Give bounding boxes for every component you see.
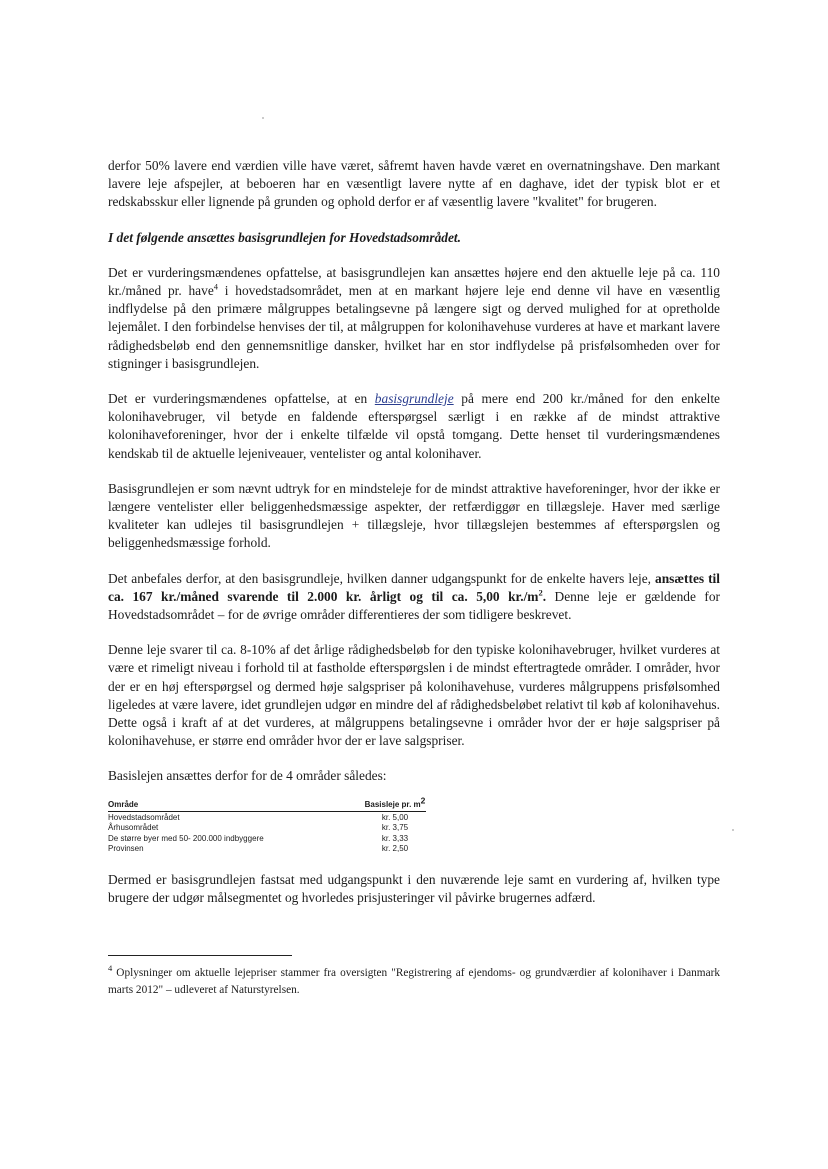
underlined-term: basisgrundleje: [374, 391, 454, 407]
paragraph-text: Det er vurderingsmændenes opfattelse, at en: [108, 391, 375, 407]
paragraph-text: på mere end 200 kr./måned for den enkelte kolonihavebruger, vil betyde en faldende efterspørgsel særligt i en række af de mindst attraktive kolonihaveforeninger, hvor der i enkelte tilfælde vil opstå tomgang. Dette henset til vurderingsmændenes kendskab til de aktuelle lejeniveauer, ventelister og antal kolonihaver.: [108, 391, 720, 461]
scan-speck: [262, 117, 264, 119]
footnote: [108, 965, 720, 999]
header-text: Basisleje pr. m: [364, 799, 421, 809]
table-cell-value: kr. 2,50: [381, 843, 409, 853]
footnote-divider: [108, 955, 292, 956]
column-header-area: Område: [108, 799, 139, 809]
rent-table: [108, 795, 426, 854]
paragraph-recommendation: [108, 570, 720, 625]
document-body: [108, 157, 720, 908]
footnote-number: 4: [108, 963, 113, 974]
bold-text: ansættes til ca. 167 kr./måned svarende til 2.000 kr. årligt og til ca. 5,00 kr./m: [108, 570, 720, 604]
paragraph-text: Det anbefales derfor, at den basisgrundleje, hvilken danner udgangspunkt for de enkelte havers leje,: [108, 570, 656, 586]
table-row: [108, 834, 426, 844]
paragraph-disposable-income: Denne leje svarer til ca. 8-10% af det årlige rådighedsbeløb for den typiske kolonihavebruger, hvilket vurderes at være et rimeligt niveau i forhold til at fastholde efterspørgslen i de mindst eftertragtede områder. I områder, hvor der er en høj efterspørgsel og dermed høje salgspriser på kolonihavehuse, vurderes målgruppens prisfølsomhed ligeledes at være lavere, idet grundlejen udgør en mindre del af rådighedsbeløbet relativt til køb af kolonihavehus. Dette også i kraft af at det vurderes, at målgruppens betalingsevne i områder hvor der er høje salgspriser på kolonihavehuse, er større end områder hvor der er lave salgspriser.: [108, 642, 720, 749]
paragraph-text: i hovedstadsområdet, men at en markant højere leje end denne vil have en væsentlig indflydelse på den primære målgruppes betalingsevne på længere sigt og derved mulighed for at opretholde lejemålet. I den forbindelse henvises der til, at målgruppen for kolonihavehuse vurderes at have et markant lavere rådighedsbeløb end den gennemsnitlige dansker, hvilket har en stor indflydelse på prisfølsomheden over for stigninger i basisgrundlejen.: [108, 283, 720, 371]
bold-text-end: .: [542, 588, 547, 604]
table-header: [108, 795, 426, 812]
table-row: [108, 844, 426, 854]
paragraph-minimum-rent: Basisgrundlejen er som nævnt udtryk for en mindsteleje for de mindst attraktive haveforeninger, hvor der ikke er længere ventelister eller beliggenhedsmæssige aspekter, der retfærdiggør en tillægsleje. Haver med særlige kvaliteter kan udlejes til basisgrundlejen + tillægsleje, hvor tillægslejen bestemmes af efterspørgslen og beliggenhedsmæssige forhold.: [108, 480, 720, 551]
scan-speck: [732, 829, 734, 831]
paragraph-text: Det er vurderingsmændenes opfattelse, at basisgrundlejen kan ansættes højere end den aktuelle leje på ca. 110 kr./måned pr. have: [108, 264, 720, 299]
table-cell-area: Hovedstadsområdet: [108, 812, 180, 822]
paragraph-intro: derfor 50% lavere end værdien ville have været, såfremt haven havde været en overnatningshave. Den markant lavere leje afspejler, at beboeren har en væsentligt lavere nytte af en daghave, idet der typisk blot er et redskabsskur eller lignende på grunden og ophold derfor er af væsentlig lavere "kvalitet" for brugeren.: [108, 158, 720, 210]
table-cell-value: kr. 3,33: [381, 833, 409, 843]
superscript: 2: [538, 587, 543, 598]
paragraph-current-rent: [108, 264, 720, 373]
paragraph-demand: [108, 390, 720, 463]
table-cell-value: kr. 3,75: [381, 823, 409, 833]
column-header-rent: [364, 795, 426, 810]
footnote-text: Oplysninger om aktuelle lejepriser stammer fra oversigten "Registrering af ejendoms- og grundværdier af kolonihaver i Danmark marts 2012" – udleveret af Naturstyrelsen.: [108, 967, 720, 996]
footnote-reference: 4: [213, 281, 219, 292]
table-row: [108, 823, 426, 833]
table-cell-area: De større byer med 50- 200.000 indbyggere: [108, 833, 264, 843]
table-row: [108, 813, 426, 823]
superscript: 2: [420, 795, 426, 806]
table-cell-value: kr. 5,00: [381, 812, 409, 822]
table-cell-area: Provinsen: [108, 843, 144, 853]
section-heading: I det følgende ansættes basisgrundlejen for Hovedstadsområdet.: [108, 229, 461, 245]
paragraph-table-intro: Basislejen ansættes derfor for de 4 områder således:: [108, 768, 387, 784]
paragraph-text: Denne leje er gældende for Hovedstadsområdet – for de øvrige områder differentieres der som tidligere beskrevet.: [108, 588, 720, 623]
table-cell-area: Århusområdet: [108, 823, 159, 833]
paragraph-conclusion: Dermed er basisgrundlejen fastsat med udgangspunkt i den nuværende leje samt en vurdering af, hvilken type brugere der udgør målsegmentet og hvorledes prisjusteringer vil påvirke brugernes adfærd.: [108, 872, 720, 906]
